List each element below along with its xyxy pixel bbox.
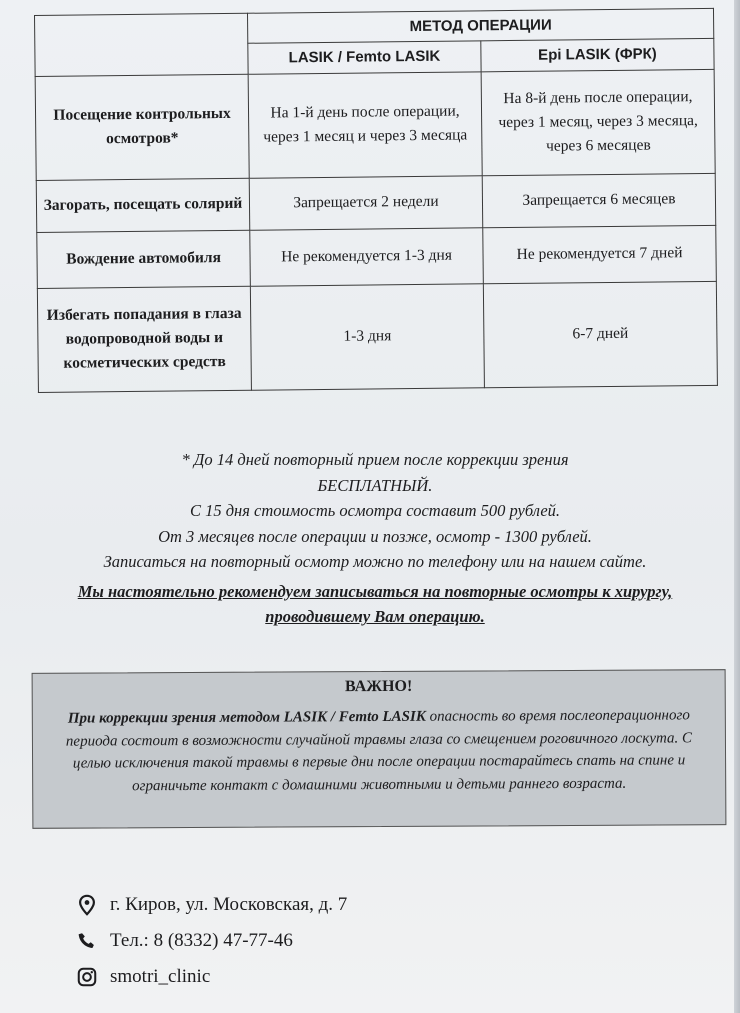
note-price-3-months: От 3 месяцев после операции и позже, осмотр - 1300 рублей. [158, 526, 592, 546]
row-label: Вождение автомобиля [37, 230, 251, 288]
table-row [37, 225, 717, 288]
row-label: Посещение контрольных осмотров* [35, 74, 249, 180]
cell-epi: Не рекомендуется 7 дней [483, 225, 717, 283]
note-price-15-days: С 15 дня стоимость осмотра составит 500 рублей. [189, 501, 561, 521]
cell-epi: Запрещается 6 месяцев [482, 173, 716, 227]
instagram-handle[interactable]: smotri_clinic [110, 966, 211, 987]
empty-corner-cell [35, 13, 249, 76]
important-box [32, 669, 727, 829]
address-line [76, 890, 576, 920]
notes-block [40, 447, 710, 630]
important-title: ВАЖНО! [344, 677, 413, 696]
cell-lasik: На 1-й день после операции, через 1 месяц и через 3 месяца [248, 71, 482, 177]
cell-epi: 6-7 дней [483, 281, 717, 387]
important-body [51, 704, 707, 797]
column-lasik: LASIK / Femto LASIK [248, 41, 481, 74]
table-row [37, 281, 717, 392]
column-epi-lasik: Epi LASIK (ФРК) [481, 39, 714, 72]
page-edge [734, 0, 740, 1013]
instagram-icon [76, 965, 98, 989]
address-text: г. Киров, ул. Московская, д. 7 [110, 894, 348, 915]
phone-icon [76, 929, 98, 953]
important-text: опасность во время послеоперационного периода состоит в возможности случайной травмы глаза со смещением роговичного лоскута. С целью исключения такой травмы в первые дни после операции постарайтесь спать на спине и ограничьте контакт с домашними животными и детьми раннего возраста. [65, 707, 693, 794]
location-pin-icon [76, 893, 98, 917]
table-row [35, 69, 715, 180]
contacts-block [76, 890, 576, 998]
note-recommendation: Мы настоятельно рекомендуем записываться на повторные осмотры к хирургу, проводившему Вам операцию. [77, 581, 673, 627]
note-booking: Записаться на повторный осмотр можно по телефону или на нашем сайте. [103, 552, 647, 572]
instagram-line [76, 962, 576, 992]
important-lead: При коррекции зрения методом LASIK / Femto LASIK [67, 708, 426, 727]
table-row [36, 173, 716, 232]
post-op-table [34, 8, 718, 393]
phone-line [76, 926, 576, 956]
row-label: Избегать попадания в глаза водопроводной воды и косметических средств [37, 286, 251, 392]
row-label: Загорать, посещать солярий [36, 178, 250, 232]
cell-lasik: Не рекомендуется 1-3 дня [250, 227, 484, 285]
method-header: МЕТОД ОПЕРАЦИИ [247, 8, 713, 43]
cell-lasik: Запрещается 2 недели [249, 175, 483, 229]
cell-lasik: 1-3 дня [250, 283, 484, 389]
phone-text[interactable]: Тел.: 8 (8332) 47-77-46 [110, 930, 293, 951]
note-free-followup: * До 14 дней повторный прием после коррекции зрения [181, 450, 569, 469]
note-free-label: БЕСПЛАТНЫЙ. [317, 475, 433, 495]
cell-epi: На 8-й день после операции, через 1 месяц, через 3 месяца, через 6 месяцев [481, 69, 715, 175]
